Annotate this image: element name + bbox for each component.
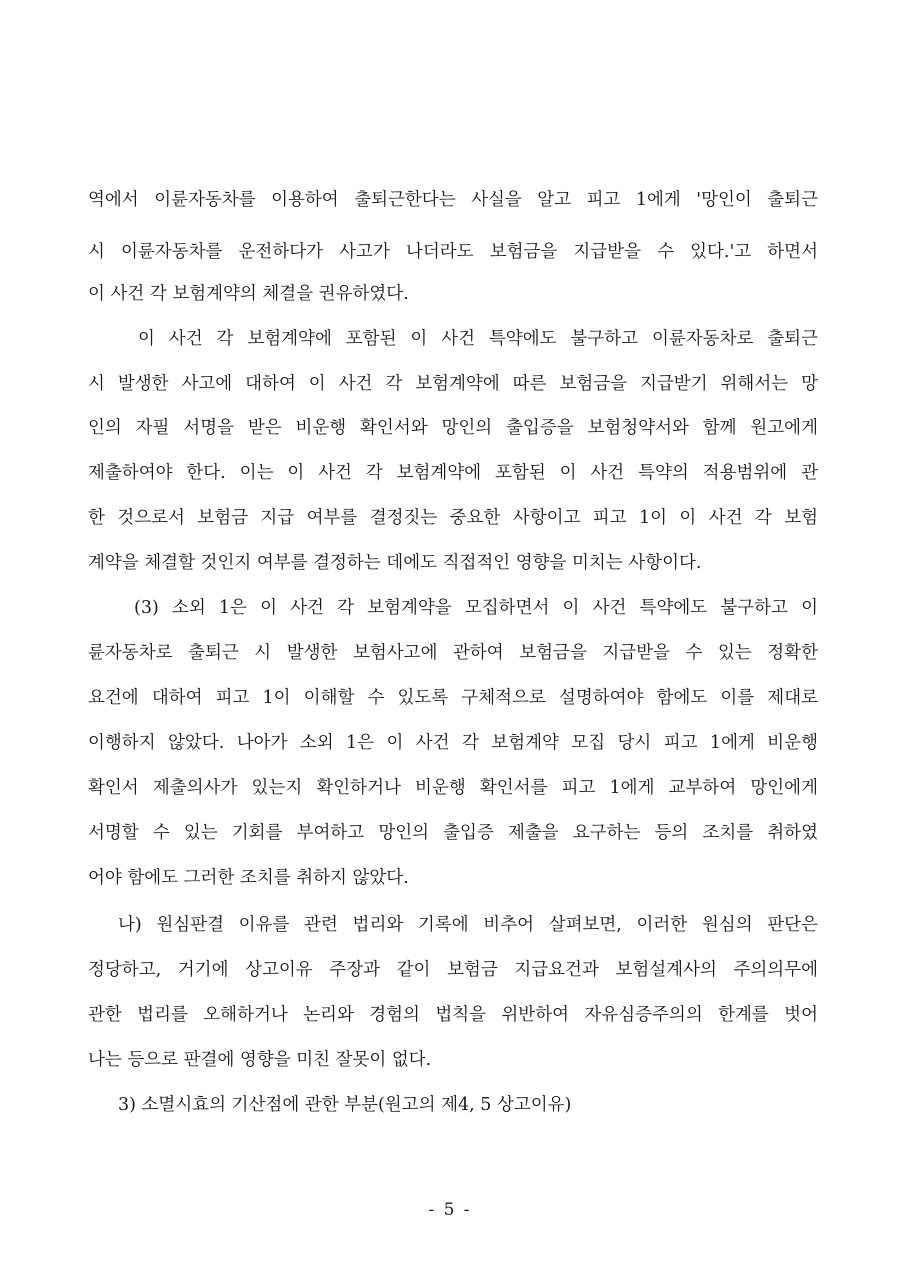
text-line-1: 역에서 이륜자동차를 이용하여 출퇴근한다는 사실을 알고 피고 1에게 '망인이 출퇴근	[88, 190, 818, 210]
text-line-3: 이 사건 각 보험계약의 체결을 권유하였다.	[88, 284, 409, 304]
text-line-8: 한 것으로서 보험금 지급 여부를 결정짓는 중요한 사항이고 피고 1이 이 사건 각 보험	[88, 508, 818, 528]
text-line-19: 관한 법리를 오해하거나 논리와 경험의 법칙을 위반하여 자유심증주의의 한계를 벗어	[88, 1005, 818, 1025]
text-line-2: 시 이륜자동차를 운전하다가 사고가 나더라도 보험금을 지급받을 수 있다.'고 하면서	[88, 242, 818, 262]
text-line-11: 륜자동차로 출퇴근 시 발생한 보험사고에 관하여 보험금을 지급받을 수 있는 정확한	[88, 643, 818, 663]
text-line-5: 시 발생한 사고에 대하여 이 사건 각 보험계약에 따른 보험금을 지급받기 위해서는 망	[88, 374, 818, 394]
text-line-4: 이 사건 각 보험계약에 포함된 이 사건 특약에도 불구하고 이륜자동차로 출퇴근	[138, 329, 818, 349]
text-line-18: 정당하고, 거기에 상고이유 주장과 같이 보험금 지급요건과 보험설계사의 주의의무에	[88, 960, 818, 980]
text-line-15: 서명할 수 있는 기회를 부여하고 망인의 출입증 제출을 요구하는 등의 조치를 취하였	[88, 823, 818, 843]
text-line-6: 인의 자필 서명을 받은 비운행 확인서와 망인의 출입증을 보험청약서와 함께 원고에게	[88, 418, 818, 438]
text-line-20: 나는 등으로 판결에 영향을 미친 잘못이 없다.	[88, 1050, 432, 1070]
text-line-7: 제출하여야 한다. 이는 이 사건 각 보험계약에 포함된 이 사건 특약의 적용범위에 관	[88, 463, 818, 483]
section-heading: 3) 소멸시효의 기산점에 관한 부분(원고의 제4, 5 상고이유)	[118, 1095, 572, 1115]
text-line-13: 이행하지 않았다. 나아가 소외 1은 이 사건 각 보험계약 모집 당시 피고 1에게 비운행	[88, 733, 818, 753]
text-line-9: 계약을 체결할 것인지 여부를 결정하는 데에도 직접적인 영향을 미치는 사항이다.	[88, 553, 702, 573]
text-line-10: (3) 소외 1은 이 사건 각 보험계약을 모집하면서 이 사건 특약에도 불구하고 이	[134, 598, 818, 618]
text-line-12: 요건에 대하여 피고 1이 이해할 수 있도록 구체적으로 설명하여야 함에도 이를 제대로	[88, 688, 818, 708]
text-line-14: 확인서 제출의사가 있는지 확인하거나 비운행 확인서를 피고 1에게 교부하여 망인에게	[88, 778, 818, 798]
text-line-16: 어야 함에도 그러한 조치를 취하지 않았다.	[88, 868, 409, 888]
page-number: - 5 -	[428, 1200, 472, 1220]
text-line-17: 나) 원심판결 이유를 관련 법리와 기록에 비추어 살펴보면, 이러한 원심의 판단은	[118, 915, 818, 935]
